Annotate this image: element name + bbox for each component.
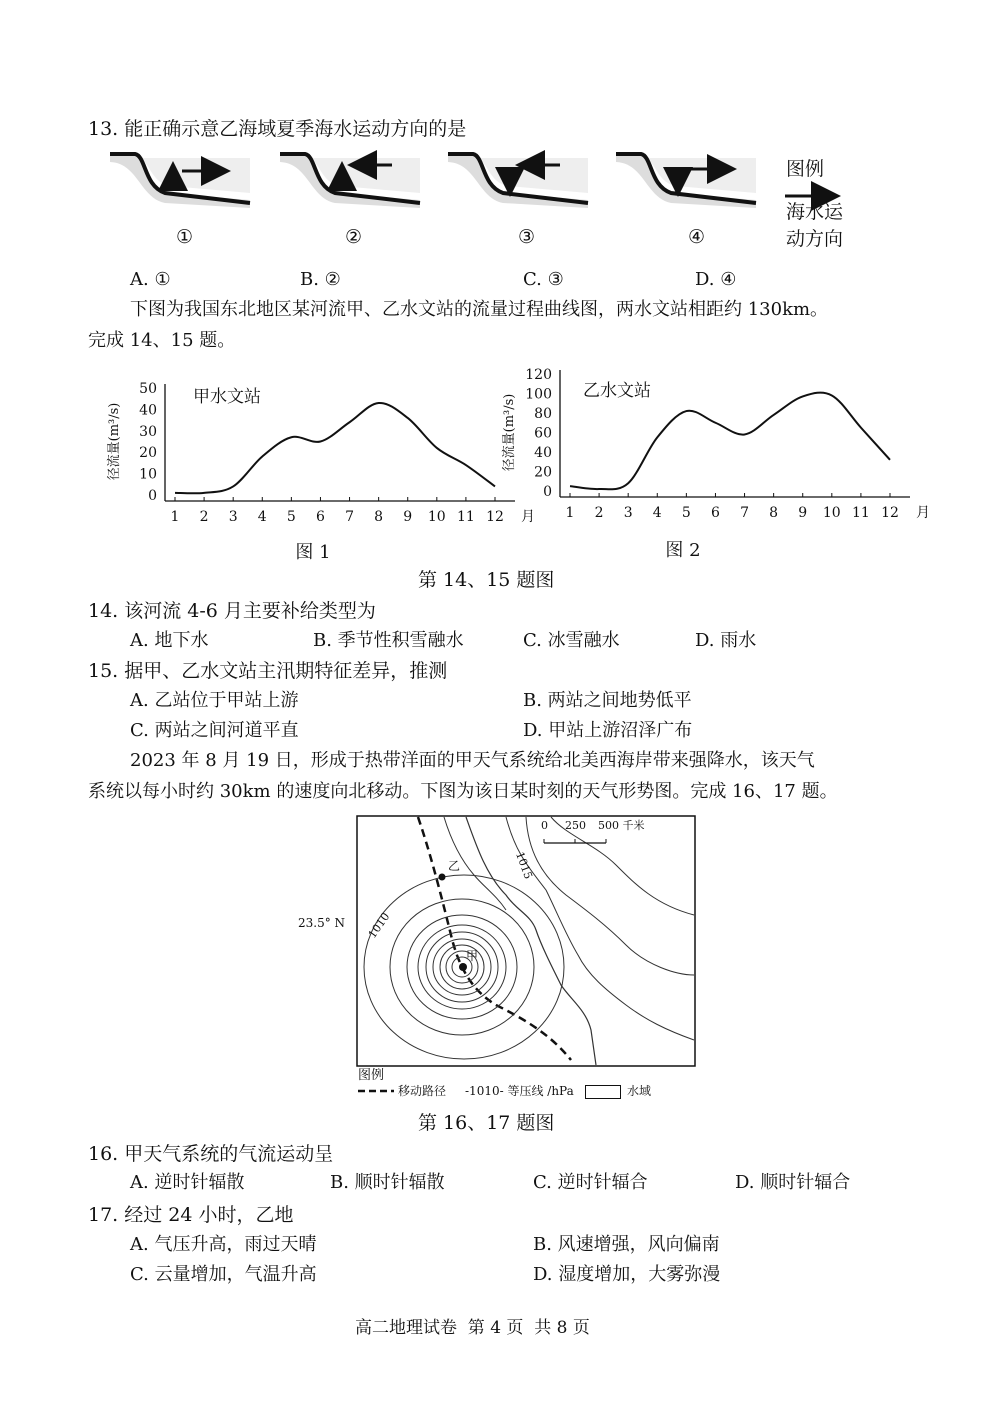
y-tick-label: 10: [139, 466, 157, 483]
intro14-line1: 下图为我国东北地区某河流甲、乙水文站的流量过程曲线图，两水文站相距约 130km。: [130, 299, 829, 320]
map-legend-title: 图例: [358, 1068, 385, 1083]
diagram-label-2: ②: [345, 226, 363, 248]
chart-yi-station: [495, 360, 965, 570]
q17-option-b[interactable]: B. 风速增强，风向偏南: [533, 1234, 720, 1255]
x-tick-label: 4: [257, 509, 267, 525]
q15-option-b[interactable]: B. 两站之间地势低平: [523, 690, 692, 711]
q15-option-a[interactable]: A. 乙站位于甲站上游: [130, 690, 299, 711]
legend-path-line: [358, 1087, 394, 1095]
x-tick-label: 9: [798, 505, 808, 521]
diagram-3: [448, 154, 588, 208]
point-yi: [439, 874, 446, 881]
legend-water-box: [585, 1085, 621, 1099]
map-legend-water: 水域: [627, 1084, 652, 1098]
y-axis-label: 径流量(m³/s): [502, 393, 517, 472]
y-tick-label: 40: [139, 402, 157, 419]
q13-legend-line1: 海水运: [786, 201, 844, 223]
diagram-label-4: ④: [688, 226, 706, 248]
x-tick-label: 10: [822, 505, 841, 521]
q13-option-c[interactable]: C. ③: [523, 269, 564, 290]
chart-title: 乙水文站: [583, 381, 651, 401]
map-legend-isobar: -1010- 等压线 /hPa: [465, 1084, 574, 1098]
y-axis-label: 径流量(m³/s): [107, 402, 122, 481]
y-tick-label: 80: [534, 406, 552, 422]
q16-option-b[interactable]: B. 顺时针辐散: [330, 1172, 445, 1193]
intro14-line2: 完成 14、15 题。: [88, 330, 236, 351]
intro16-line1: 2023 年 8 月 19 日，形成于热带洋面的甲天气系统给北美西海岸带来强降水，该天气: [130, 750, 815, 771]
q17-option-a[interactable]: A. 气压升高，雨过天晴: [130, 1234, 317, 1255]
x-tick-label: 7: [345, 509, 355, 525]
q17-option-c[interactable]: C. 云量增加，气温升高: [130, 1264, 317, 1285]
y-tick-label: 30: [139, 423, 157, 440]
y-tick-label: 20: [534, 464, 552, 481]
chart-caption: 图 2: [665, 540, 701, 561]
diagram-label-1: ①: [176, 226, 194, 248]
x-tick-label: 10: [427, 509, 446, 525]
chart-title: 甲水文站: [193, 387, 261, 407]
q16-stem: 16. 甲天气系统的气流运动呈: [88, 1143, 334, 1165]
x-axis-label: 月: [521, 509, 535, 525]
diagram-label-3: ③: [518, 226, 536, 248]
q15-option-c[interactable]: C. 两站之间河道平直: [130, 720, 299, 741]
q13-stem: 13. 能正确示意乙海域夏季海水运动方向的是: [88, 118, 467, 140]
map-scale-0: 0: [541, 819, 548, 832]
x-tick-label: 11: [456, 509, 475, 525]
fig1415-caption: 第 14、15 题图: [418, 569, 555, 591]
y-tick-label: 40: [534, 445, 552, 461]
chart-caption: 图 1: [295, 542, 331, 563]
q16-option-d[interactable]: D. 顺时针辐合: [735, 1172, 851, 1193]
x-tick-label: 6: [710, 505, 720, 521]
map-legend-path: 移动路径: [398, 1084, 447, 1098]
q16-option-a[interactable]: A. 逆时针辐散: [130, 1172, 245, 1193]
x-tick-label: 8: [769, 505, 779, 521]
x-tick-label: 6: [315, 509, 325, 525]
q14-option-a[interactable]: A. 地下水: [130, 630, 209, 651]
x-tick-label: 4: [652, 505, 662, 521]
intro16-line2: 系统以每小时约 30km 的速度向北移动。下图为该日某时刻的天气形势图。完成 16、17 题。: [88, 781, 838, 802]
x-tick-label: 9: [403, 509, 413, 525]
q13-option-b[interactable]: B. ②: [300, 269, 341, 290]
q13-legend-line2: 动方向: [786, 228, 844, 250]
x-axis-label: 月: [916, 505, 930, 521]
y-tick-label: 50: [139, 381, 157, 397]
map-scale-500: 500 千米: [598, 819, 645, 832]
map-scale-250: 250: [565, 819, 586, 832]
q17-option-d[interactable]: D. 湿度增加，大雾弥漫: [533, 1264, 721, 1285]
x-tick-label: 8: [374, 509, 384, 525]
x-tick-label: 3: [623, 505, 633, 521]
y-tick-label: 120: [525, 367, 552, 383]
diagram-2: [280, 154, 420, 208]
x-tick-label: 1: [565, 505, 575, 521]
map-iso-1015: 1015: [513, 850, 535, 881]
map-point-yi: 乙: [448, 859, 461, 873]
x-tick-label: 12: [881, 505, 899, 521]
q14-option-d[interactable]: D. 雨水: [695, 630, 757, 651]
map-lat-label: 23.5° N: [298, 916, 346, 930]
x-tick-label: 5: [286, 509, 296, 525]
x-tick-label: 3: [228, 509, 238, 525]
series-line: [175, 403, 495, 493]
y-tick-label: 100: [525, 386, 552, 403]
q16-option-c[interactable]: C. 逆时针辐合: [533, 1172, 648, 1193]
diagram-4: [616, 154, 756, 208]
x-tick-label: 11: [851, 505, 870, 521]
y-tick-label: 60: [534, 425, 552, 442]
cyclone-center-jia: [459, 963, 467, 971]
x-tick-label: 5: [681, 505, 691, 521]
q17-stem: 17. 经过 24 小时，乙地: [88, 1204, 294, 1226]
fig1617-caption: 第 16、17 题图: [418, 1112, 555, 1134]
y-tick-label: 0: [543, 484, 552, 500]
diagram-1: [110, 154, 250, 208]
map-iso-1010: 1010: [365, 910, 393, 941]
x-tick-label: 2: [594, 505, 604, 521]
series-line: [570, 393, 890, 490]
q15-option-d[interactable]: D. 甲站上游沼泽广布: [523, 720, 693, 741]
q15-stem: 15. 据甲、乙水文站主汛期特征差异，推测: [88, 660, 448, 682]
map-point-jia: 甲: [466, 949, 479, 963]
y-tick-label: 20: [139, 445, 157, 462]
x-tick-label: 2: [199, 509, 209, 525]
q13-legend-title: 图例: [786, 158, 825, 180]
q13-option-d[interactable]: D. ④: [695, 269, 737, 290]
q14-option-c[interactable]: C. 冰雪融水: [523, 630, 620, 651]
x-tick-label: 12: [486, 509, 504, 525]
x-tick-label: 1: [170, 509, 180, 525]
q13-option-a[interactable]: A. ①: [130, 269, 171, 290]
q14-stem: 14. 该河流 4-6 月主要补给类型为: [88, 600, 376, 622]
x-tick-label: 7: [740, 505, 750, 521]
q14-option-b[interactable]: B. 季节性积雪融水: [313, 630, 464, 651]
y-tick-label: 0: [148, 488, 157, 504]
page-footer: 高二地理试卷 第 4 页 共 8 页: [355, 1318, 590, 1338]
